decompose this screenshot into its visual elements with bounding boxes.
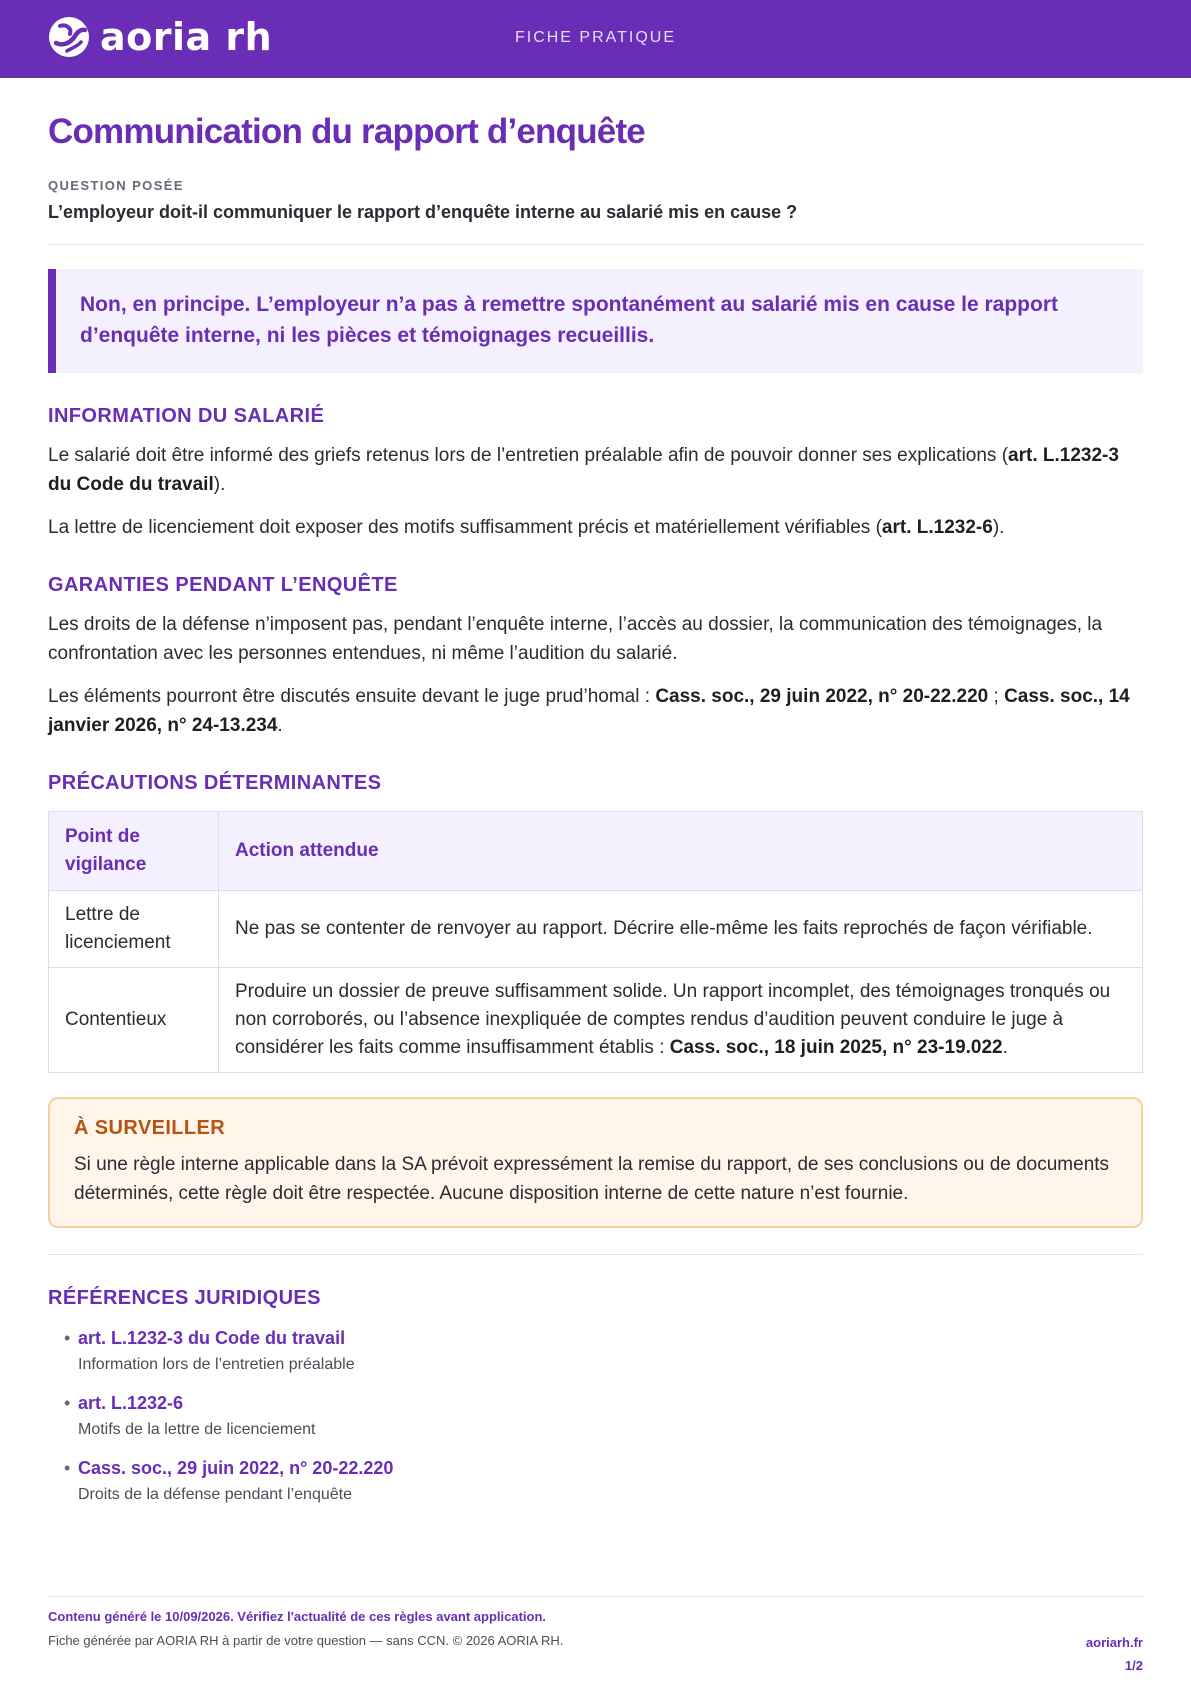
question-label: QUESTION POSÉE (48, 178, 184, 193)
page-number: 1/2 (1124, 1658, 1143, 1673)
answer-box (48, 269, 1143, 373)
information-p1-end: ). (213, 474, 226, 495)
information-p1-reference: art. L.1232-3 du Code du travail (48, 445, 1119, 495)
reference-description: Information lors de l’entretien préalable (78, 1356, 355, 1373)
divider (48, 244, 1143, 245)
garanties-paragraph-1: Les droits de la défense n’imposent pas, pendant l’enquête interne, l’accès au dossier, la communication des témoignages, la confrontation avec les personnes entendues, ni même l’audition du salarié. (48, 614, 1103, 664)
information-paragraph-1 (48, 441, 1143, 499)
information-p1-text: Le salarié doit être informé des griefs retenus lors de l’entretien préalable afin de pouvoir donner ses explications ( (48, 445, 1009, 466)
row2-action-text: Produire un dossier de preuve suffisamment solide. Un rapport incomplet, des témoignages tronqués ou non corroborés, ou l’absence inexpliquée de comptes rendus d’audition peuvent conduire le juge à considérer les faits comme insuffisamment établis : (235, 981, 1111, 1058)
warning-title: À SURVEILLER (74, 1117, 226, 1139)
list-item (64, 1456, 1143, 1506)
table-header-row (49, 812, 1143, 891)
reference-description: Motifs de la lettre de licenciement (78, 1421, 316, 1438)
table-cell-action: Ne pas se contenter de renvoyer au rapport. Décrire elle-même les faits reprochés de façon vérifiable. (219, 891, 1143, 968)
answer-lead: Non, en principe. (80, 293, 251, 316)
footer-site-link[interactable]: aoriarh.fr (1085, 1635, 1143, 1650)
table-cell-action (219, 968, 1143, 1073)
brand-logo-text: aoria rh (100, 15, 273, 59)
page-header (0, 0, 1191, 78)
footer-right (1086, 1635, 1143, 1673)
list-item (64, 1391, 1143, 1441)
footer-generated-notice: Contenu généré le 10/09/2026. Vérifiez l'actualité de ces règles avant application. (48, 1609, 547, 1624)
section-title-garanties: GARANTIES PENDANT L’ENQUÊTE (48, 574, 398, 596)
section-title-precautions: PRÉCAUTIONS DÉTERMINANTES (48, 772, 382, 794)
table-cell-point: Lettre de licenciement (49, 891, 219, 968)
section-title-information: INFORMATION DU SALARIÉ (48, 405, 325, 427)
section-title-references: RÉFÉRENCES JURIDIQUES (48, 1287, 321, 1309)
precautions-table (48, 811, 1143, 1073)
garanties-p2-end: . (277, 715, 283, 736)
reference-link[interactable]: • art. L.1232-3 du Code du travail (78, 1328, 346, 1348)
information-paragraph-2 (48, 513, 1143, 542)
table-row (49, 968, 1143, 1073)
reference-link[interactable]: • art. L.1232-6 (78, 1393, 184, 1413)
information-p2-text: La lettre de licenciement doit exposer des motifs suffisamment précis et matériellement vérifiables ( (48, 517, 882, 538)
warning-box (48, 1097, 1143, 1228)
divider (48, 1254, 1143, 1255)
column-header-point: Point de vigilance (49, 812, 219, 891)
information-p2-reference: art. L.1232-6 (881, 517, 993, 538)
garanties-p2-separator: ; (988, 686, 1005, 707)
garanties-paragraph-2 (48, 682, 1143, 740)
table-row (49, 891, 1143, 968)
list-item (64, 1326, 1143, 1376)
row2-action-reference: Cass. soc., 18 juin 2025, n° 23-19.022 (669, 1037, 1003, 1058)
table-cell-point: Contentieux (49, 968, 219, 1073)
information-p2-end: ). (992, 517, 1005, 538)
footer-credit: Fiche générée par AORIA RH à partir de votre question — sans CCN. © 2026 AORIA RH. (48, 1633, 564, 1648)
column-header-action: Action attendue (219, 812, 1143, 891)
question-text: L’employeur doit-il communiquer le rapport d’enquête interne au salarié mis en cause ? (48, 202, 798, 222)
row2-action-end: . (1002, 1037, 1008, 1058)
references-list (48, 1326, 1143, 1506)
reference-link[interactable]: • Cass. soc., 29 juin 2022, n° 20-22.220 (78, 1458, 394, 1478)
garanties-p2-reference-2: Cass. soc., 14 janvier 2026, n° 24-13.234 (48, 686, 1130, 736)
answer-body: L’employeur n’a pas à remettre spontanément au salarié mis en cause le rapport d’enquête interne, ni les pièces et témoignages recueillis. (80, 293, 1058, 347)
header-label: FICHE PRATIQUE (514, 29, 677, 46)
page-title: Communication du rapport d’enquête (48, 112, 645, 151)
garanties-p2-text: Les éléments pourront être discutés ensuite devant le juge prud’homal : (48, 686, 656, 707)
page-footer (48, 1596, 1143, 1673)
garanties-p2-reference-1: Cass. soc., 29 juin 2022, n° 20-22.220 (655, 686, 989, 707)
warning-text: Si une règle interne applicable dans la SA prévoit expressément la remise du rapport, de ses conclusions ou de documents déterminés, cette règle doit être respectée. Aucune disposition interne de cette nature n’est fournie. (74, 1154, 1110, 1204)
reference-description: Droits de la défense pendant l’enquête (78, 1486, 352, 1503)
answer-text (80, 289, 1115, 351)
main-content (48, 110, 1143, 1506)
